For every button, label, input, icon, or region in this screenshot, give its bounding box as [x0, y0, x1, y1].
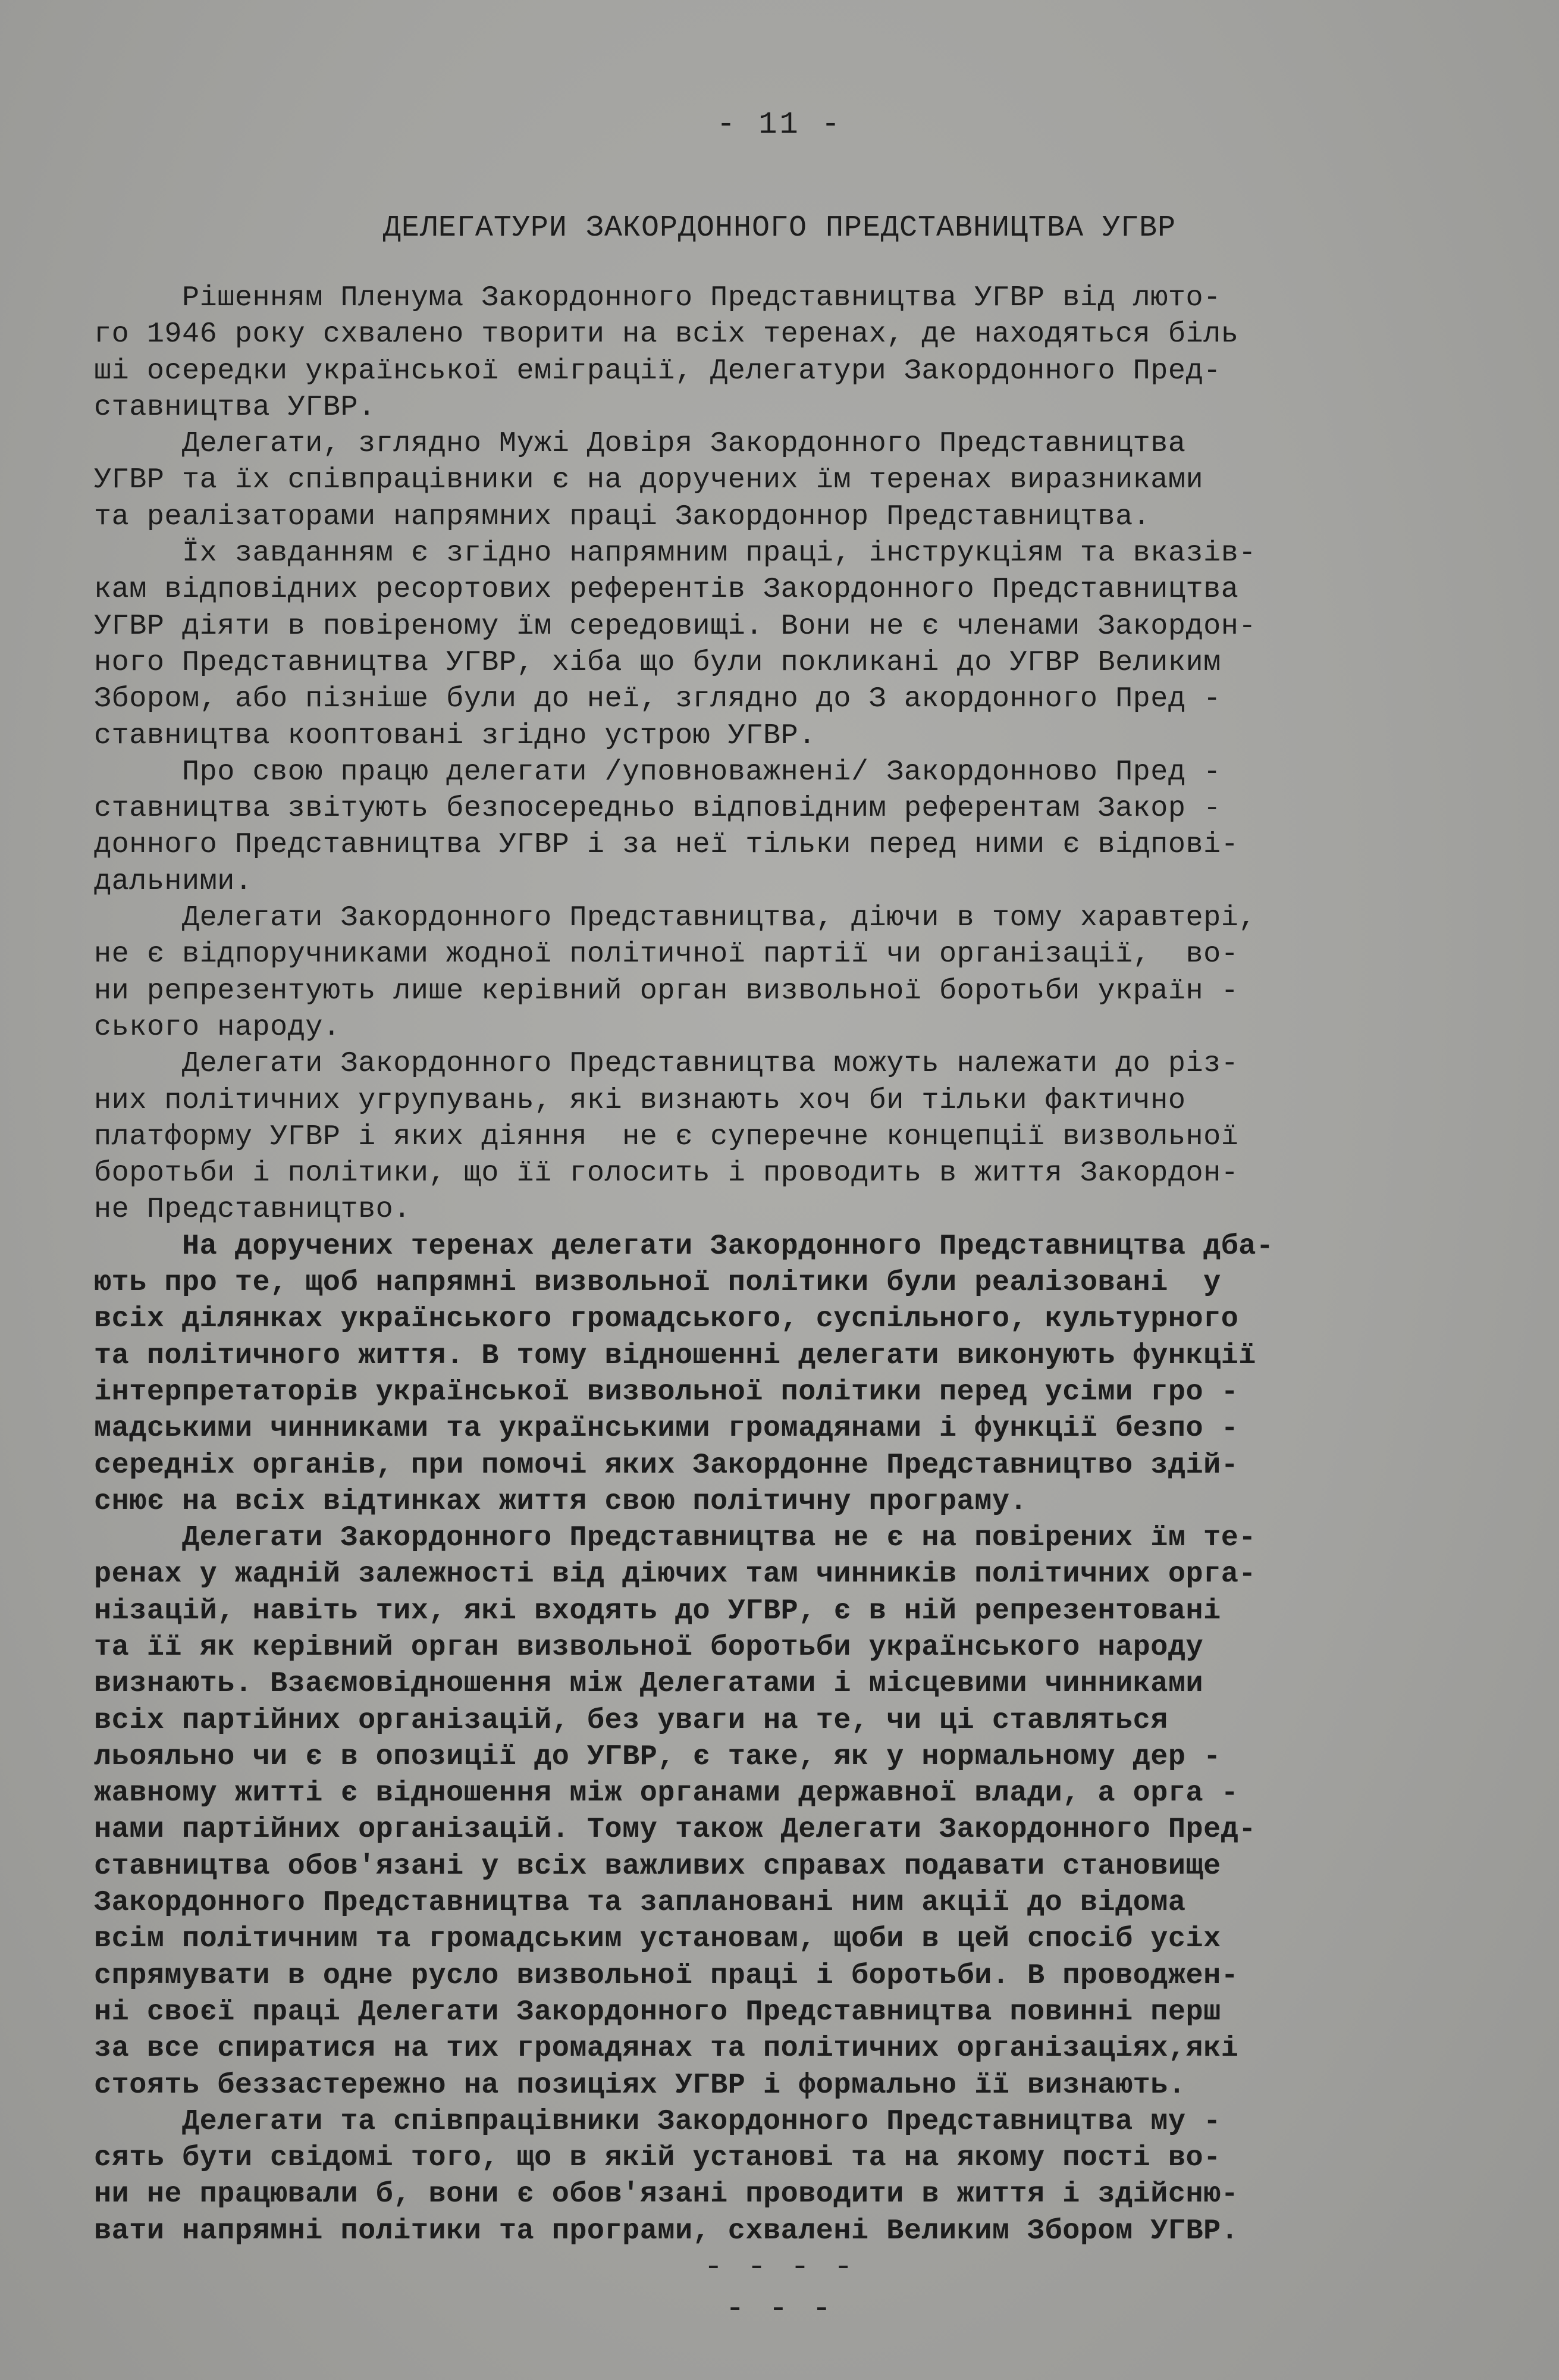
text-line: не є відпоручниками жодної політичної партії чи організації, во- [94, 938, 1239, 971]
text-line: Закордонного Представництва та заплановані ним акції до відома [94, 1886, 1186, 1919]
text-line: льояльно чи є в опозиції до УГВР, є таке, як у нормальному дер - [94, 1740, 1221, 1773]
text-line: снює на всіх відтинках життя свою політичну програму. [94, 1485, 1028, 1518]
text-line: не Представництво. [94, 1193, 411, 1226]
body-text [94, 280, 1498, 2249]
page-number: - 11 - [716, 107, 843, 142]
text-line: ренах у жадній залежності від діючих там чинників політичних орга- [94, 1558, 1256, 1591]
text-line: Делегати Закордонного Представництва, діючи в тому харавтері, [94, 901, 1256, 935]
text-line: вати напрямні політики та програми, схвалені Великим Збором УГВР. [94, 2214, 1239, 2247]
text-line: дальними. [94, 865, 253, 898]
text-line: УГВР та їх співпрацівники є на доручених їм теренах виразниками [94, 464, 1204, 497]
text-line: боротьби і політики, що її голосить і проводить в життя Закордон- [94, 1157, 1239, 1190]
text-line: го 1946 року схвалено творити на всіх теренах, де находяться біль [94, 318, 1239, 351]
text-line: нами партійних організацій. Тому також Делегати Закордонного Пред- [94, 1813, 1256, 1846]
text-line: спрямувати в одне русло визвольної праці і боротьби. В проводжен- [94, 1959, 1239, 1992]
text-line: стоять беззастережно на позиціях УГВР і формально її визнають. [94, 2068, 1186, 2102]
page-title: ДЕЛЕГАТУРИ ЗАКОРДОННОГО ПРЕДСТАВНИЦТВА УГВР [382, 211, 1177, 245]
text-line: та реалізаторами напрямних праці Закордоннор Представництва. [94, 500, 1151, 533]
text-line: визнають. Взаємовідношення між Делегатами і місцевими чинниками [94, 1667, 1204, 1701]
text-line: жавному житті є відношення між органами державної влади, а орга - [94, 1777, 1239, 1810]
text-line: донного Представництва УГВР і за неї тільки перед ними є відпові- [94, 828, 1239, 862]
text-line: нізацій, навіть тих, які входять до УГВР, є в ній репрезентовані [94, 1594, 1221, 1627]
text-line: ставництва обов'язані у всіх важливих справах подавати становище [94, 1849, 1221, 1883]
text-line: всім політичним та громадським установам, щоби в цей спосіб усіх [94, 1922, 1221, 1956]
text-line: УГВР діяти в повіреному їм середовищі. Вони не є членами Закордон- [94, 609, 1256, 643]
text-line: всіх ділянках українського громадського, суспільного, культурного [94, 1302, 1239, 1336]
text-line: середніх органів, при помочі яких Закордонне Представництво здій- [94, 1448, 1239, 1482]
text-line: ни не працювали б, вони є обов'язані проводити в життя і здійсню- [94, 2178, 1239, 2211]
text-line: Їх завданням є згідно напрямним праці, інструкціям та вказів- [94, 537, 1256, 570]
text-line: та її як керівний орган визвольної боротьби українського народу [94, 1630, 1204, 1664]
text-line: Делегати Закордонного Представництва не є на повірених їм те- [94, 1521, 1256, 1555]
text-line: сять бути свідомі того, що в якій установі та на якому пості во- [94, 2141, 1221, 2175]
text-line: них політичних угрупувань, які визнають хоч би тільки фактично [94, 1083, 1186, 1117]
text-line: за все спиратися на тих громадянах та політичних організаціях,які [94, 2032, 1239, 2065]
text-line: ні своєї праці Делегати Закордонного Представництва повинні перш [94, 1995, 1221, 2028]
text-line: Делегати та співпрацівники Закордонного Представництва му - [94, 2105, 1221, 2138]
text-line: всіх партійних організацій, без уваги на те, чи ці ставляться [94, 1703, 1168, 1737]
text-line: та політичного життя. В тому відношенні делегати виконують функції [94, 1339, 1256, 1372]
text-line: ші осередки української еміграції, Делегатури Закордонного Пред- [94, 354, 1221, 387]
text-line: ставництва звітують безпосередньо відповідним референтам Закор - [94, 792, 1221, 825]
closing-ornament-bottom: - - - [725, 2291, 834, 2327]
text-line: мадськими чинниками та українськими громадянами і функції безпо - [94, 1412, 1239, 1445]
text-line: Делегати, зглядно Мужі Довіря Закордонного Представництва [94, 427, 1186, 461]
text-line: ють про те, щоб напрямні визвольної політики були реалізовані у [94, 1266, 1221, 1299]
text-line: Делегати Закордонного Представництва можуть належати до різ- [94, 1047, 1239, 1081]
text-line: ставництва УГВР. [94, 390, 376, 424]
text-line: ського народу. [94, 1010, 341, 1044]
text-line: Рішенням Пленума Закордонного Представництва УГВР від люто- [94, 281, 1221, 314]
text-line: кам відповідних ресортових референтів Закордонного Представництва [94, 573, 1239, 606]
text-line: Про свою працю делегати /уповноважнені/ Закордонново Пред - [94, 755, 1221, 788]
text-line: ного Представництва УГВР, хіба що були покликані до УГВР Великим [94, 646, 1221, 679]
text-line: ни репрезентують лише керівний орган визвольної боротьби україн - [94, 974, 1239, 1007]
text-line: платформу УГВР і яких діяння не є суперечне концепції визвольної [94, 1120, 1239, 1153]
closing-ornament-top: - - - - [704, 2249, 855, 2285]
text-line: інтерпретаторів української визвольної політики перед усіми гро - [94, 1375, 1239, 1408]
text-line: ставництва кооптовані згідно устрою УГВР. [94, 719, 816, 752]
text-line: На доручених теренах делегати Закордонного Представництва дба- [94, 1229, 1274, 1263]
text-line: Збором, або пізніше були до неї, зглядно до З акордонного Пред - [94, 682, 1221, 716]
